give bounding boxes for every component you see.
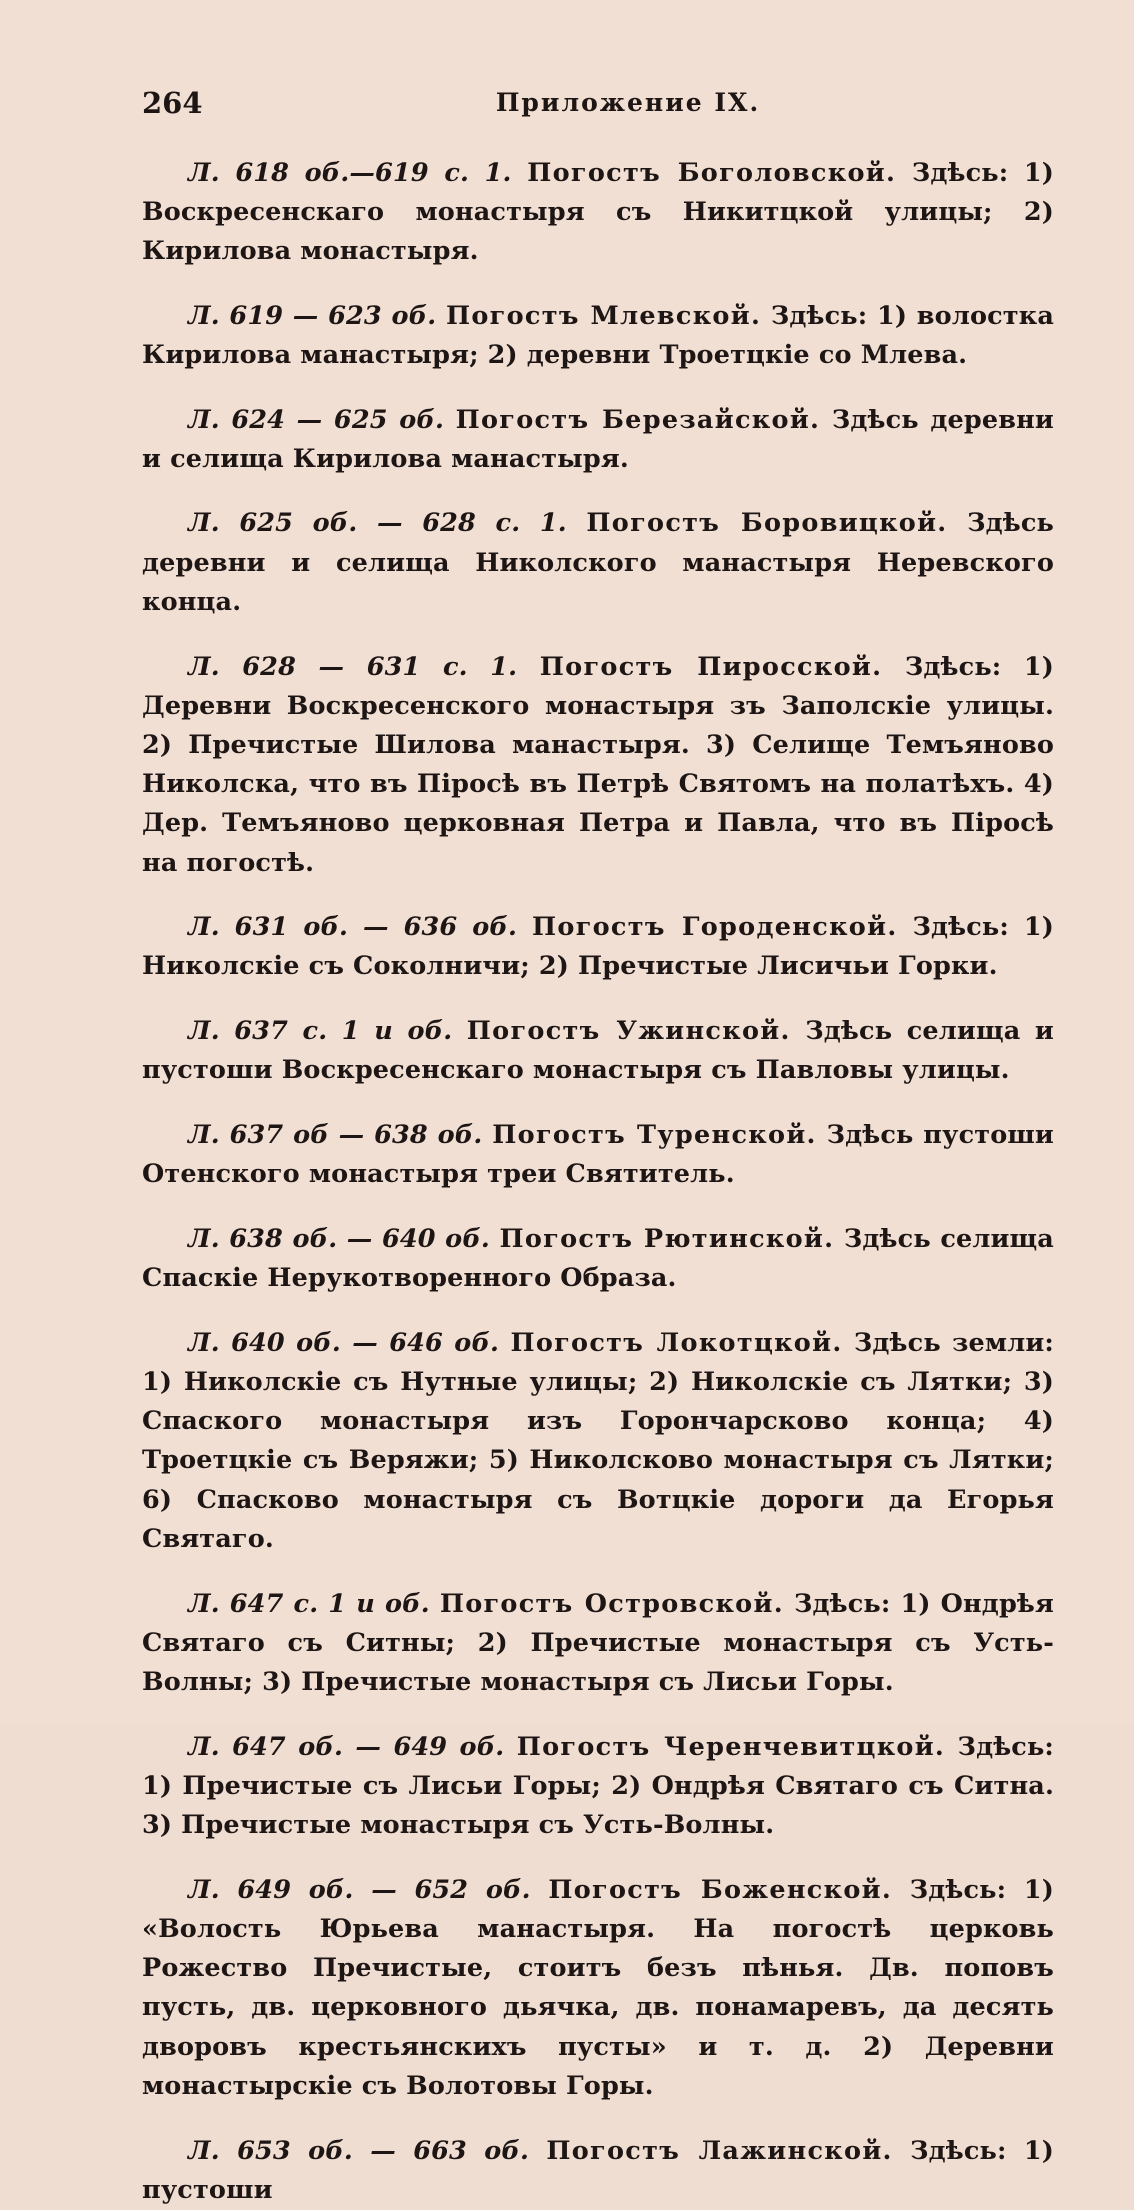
entry-text: Здѣсь селища и пустоши Воскресенскаго монастыря съ Павловы улицы. xyxy=(142,1016,1054,1086)
entry-text: Здѣсь деревни и селища Николского манастыря Неревского конца. xyxy=(142,508,1054,617)
pogost-name: Погостъ Ужинской. xyxy=(466,1016,791,1047)
entry-paragraph xyxy=(142,1728,1054,1846)
folio-reference: Л. 628 — 631 с. 1. xyxy=(188,651,518,682)
entry-paragraph xyxy=(142,1585,1054,1703)
entry-text: Здѣсь деревни и селища Кирилова манастыря. xyxy=(142,404,1054,474)
folio-reference: Л. 625 об. — 628 с. 1. xyxy=(188,508,567,539)
entry-paragraph xyxy=(142,1871,1054,2106)
entry-text: Здѣсь пустоши Отенского монастыря треи Святитель. xyxy=(142,1120,1054,1190)
pogost-name: Погостъ Черенчевитцкой. xyxy=(516,1731,946,1762)
folio-reference: Л. 647 об. — 649 об. xyxy=(188,1731,505,1762)
entry-paragraph xyxy=(142,154,1054,272)
pogost-name: Погостъ Млевской. xyxy=(445,300,762,331)
entry-paragraph xyxy=(142,648,1054,883)
folio-reference: Л. 624 — 625 об. xyxy=(188,404,444,435)
pogost-name: Погостъ Пиросской. xyxy=(539,651,883,682)
entry-paragraph xyxy=(142,1116,1054,1194)
entry-paragraph xyxy=(142,1324,1054,1559)
entry-paragraph xyxy=(142,908,1054,986)
entry-text: Здѣсь земли: 1) Николскіе съ Нутные улицы; 2) Николскіе съ Лятки; 3) Спаского монастыря изъ Горончарсково конца; 4) Троетцкіе съ Веряжи; 5) Николсково монастыря съ Лятки; 6) Спасково монастыря съ Вотцкіе дороги да Егорья Святаго. xyxy=(142,1327,1054,1554)
pogost-name: Погостъ Городенской. xyxy=(532,912,898,943)
folio-reference: Л. 637 с. 1 и об. xyxy=(188,1016,453,1047)
pogost-name: Погостъ Рютинской. xyxy=(499,1223,835,1254)
pogost-name: Погостъ Боженской. xyxy=(548,1874,893,1905)
entry-text: Здѣсь: 1) волостка Кирилова манастыря; 2) деревни Троетцкіе со Млева. xyxy=(142,300,1054,370)
folio-reference: Л. 619 — 623 об. xyxy=(188,300,437,331)
entry-paragraph xyxy=(142,2132,1054,2210)
pogost-name: Погостъ Лажинской. xyxy=(546,2135,893,2166)
pogost-name: Погостъ Локотцкой. xyxy=(510,1327,843,1358)
entry-paragraph xyxy=(142,504,1054,622)
running-head xyxy=(142,78,1054,128)
page-number: 264 xyxy=(142,86,203,120)
folio-reference: Л. 638 об. — 640 об. xyxy=(188,1223,490,1254)
folio-reference: Л. 618 об.—619 с. 1. xyxy=(188,157,512,188)
pogost-name: Погостъ Островской. xyxy=(439,1588,784,1619)
entry-paragraph xyxy=(142,297,1054,375)
entry-text: Здѣсь: 1) пустоши xyxy=(142,2135,1054,2205)
folio-reference: Л. 649 об. — 652 об. xyxy=(188,1874,531,1905)
pogost-name: Погостъ Туренской. xyxy=(492,1120,817,1151)
entry-text: Здѣсь: 1) Николскіе съ Соколничи; 2) Пречистые Лисичьи Горки. xyxy=(142,912,1054,982)
entry-text: Здѣсь: 1) Воскресенскаго монастыря съ Никитцкой улицы; 2) Кирилова монастыря. xyxy=(142,157,1055,266)
folio-reference: Л. 631 об. — 636 об. xyxy=(188,912,518,943)
pogost-name: Погостъ Березайской. xyxy=(455,404,821,435)
running-title: Приложение IX. xyxy=(495,88,761,117)
pogost-name: Погостъ Боровицкой. xyxy=(586,508,948,539)
folio-reference: Л. 647 с. 1 и об. xyxy=(188,1588,430,1619)
entry-text: Здѣсь: 1) «Волость Юрьева манастыря. На погостѣ церковь Рожество Пречистые, стоитъ безъ пѣнья. Дв. поповъ пусть, дв. церковного дьячка, дв. понамаревъ, да десять дворовъ крестьянскихъ пусты» и т. д. 2) Деревни монастырскіе съ Волотовы Горы. xyxy=(142,1874,1054,2101)
pogost-name: Погостъ Боголовской. xyxy=(527,157,897,188)
entry-text: Здѣсь селища Спаскіе Нерукотвореннoго Образа. xyxy=(142,1223,1054,1294)
entry-paragraph xyxy=(142,1012,1054,1090)
entry-paragraph xyxy=(142,1220,1054,1298)
entry-text: Здѣсь: 1) Деревни Воскресенского монастыря зъ Заполскіе улицы. 2) Пречистые Шилова манастыря. 3) Селище Темъяново Николска, что въ Піросѣ въ Петрѣ Святомъ на полатѣхъ. 4) Дер. Темъяново церковная Петра и Павла, что въ Піросѣ на погостѣ. xyxy=(142,651,1055,878)
entry-text: Здѣсь: 1) Ондрѣя Святаго съ Ситны; 2) Пречистые монастыря съ Усть-Волны; 3) Пречистые монастыря съ Лисьи Горы. xyxy=(142,1588,1054,1697)
folio-reference: Л. 640 об. — 646 об. xyxy=(188,1327,500,1358)
entry-text: Здѣсь: 1) Пречистые съ Лисьи Горы; 2) Ондрѣя Святаго съ Ситна. 3) Пречистые монастыря съ Усть-Волны. xyxy=(142,1731,1054,1841)
entry-list xyxy=(142,154,1054,2210)
folio-reference: Л. 653 об. — 663 об. xyxy=(188,2135,529,2166)
entry-paragraph xyxy=(142,401,1054,479)
folio-reference: Л. 637 об — 638 об. xyxy=(188,1120,483,1151)
